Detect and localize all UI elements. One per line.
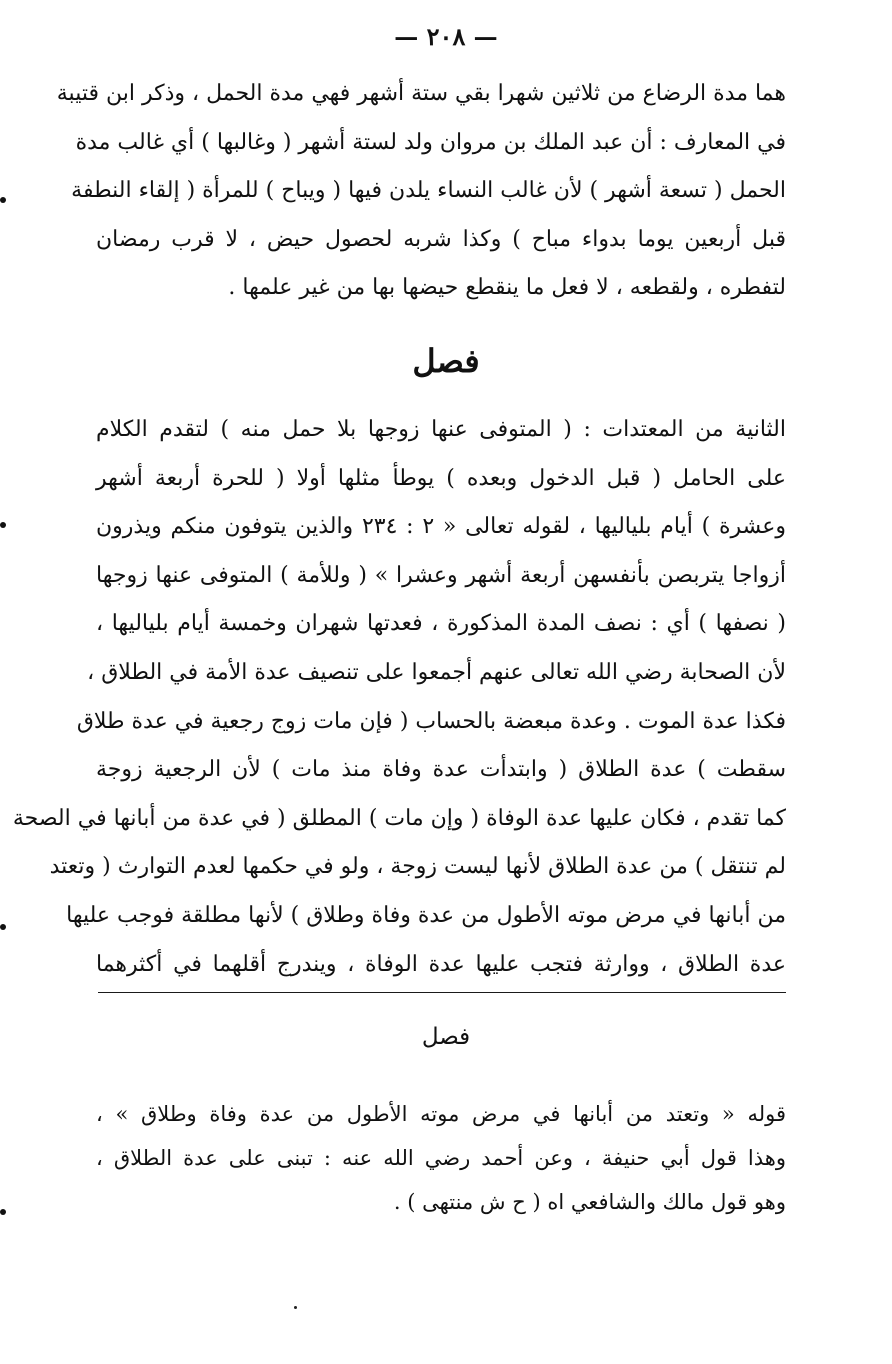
margin-mark	[0, 1209, 6, 1215]
text-line: لم تنتقل ) من عدة الطلاق لأنها ليست زوجة ، ولو في حكمها لعدم التوارث ( وتعتد	[49, 854, 786, 880]
text-line: كما تقدم ، فكان عليها عدة الوفاة ( وإن مات ) المطلق ( في عدة من أبانها في الصحة	[12, 805, 786, 831]
text-line: على الحامل ( قبل الدخول وبعده ) يوطأ مثلها أولا ( للحرة أربعة أشهر	[96, 465, 786, 491]
text-line: لأن الصحابة رضي الله تعالى عنهم أجمعوا على تنصيف عدة الأمة في الطلاق ،	[87, 659, 786, 685]
footnote-divider	[98, 992, 786, 993]
text-line: عدة الطلاق ، ووارثة فتجب عليها عدة الوفاة ، ويندرج أقلهما في أكثرهما	[96, 951, 786, 977]
footnote-heading: فصل	[421, 1024, 471, 1050]
page-number: — ٢٠٨ —	[394, 22, 498, 51]
text-line: الثانية من المعتدات : ( المتوفى عنها زوجها بلا حمل منه ) لتقدم الكلام	[96, 417, 786, 442]
section-heading: فصل	[412, 342, 480, 380]
text-line: من أبانها في مرض موته الأطول من عدة وفاة وطلاق ) لأنها مطلقة فوجب عليها	[66, 902, 786, 928]
top-paragraph	[56, 70, 786, 313]
text-line: وهو قول مالك والشافعي اه ( ح ش منتهى ) .	[393, 1190, 786, 1214]
ink-speck	[294, 1306, 297, 1309]
footnote-paragraph	[96, 1092, 786, 1224]
margin-mark	[0, 197, 6, 203]
text-line: أزواجا يتربصن بأنفسهن أربعة أشهر وعشرا » ( وللأمة ) المتوفى عنها زوجها	[96, 562, 786, 588]
text-line: قوله « وتعتد من أبانها في مرض موته الأطول من عدة وفاة وطلاق » ،	[96, 1102, 786, 1126]
margin-mark	[0, 522, 6, 528]
text-line: فكذا عدة الموت . وعدة مبعضة بالحساب ( فإن مات زوج رجعية في عدة طلاق	[76, 708, 786, 734]
text-line: الحمل ( تسعة أشهر ) لأن غالب النساء يلدن فيها ( ويباح ) للمرأة ( إلقاء النطفة	[71, 178, 786, 204]
text-line: وعشرة ) أيام بلياليها ، لقوله تعالى « ٢ : ٢٣٤ والذين يتوفون منكم ويذرون	[96, 514, 786, 540]
text-line: ( نصفها ) أي : نصف المدة المذكورة ، فعدتها شهران وخمسة أيام بلياليها ،	[96, 611, 786, 637]
text-line: قبل أربعين يوما بدواء مباح ) وكذا شربه لحصول حيض ، لا قرب رمضان	[96, 226, 786, 252]
main-paragraph	[12, 406, 786, 989]
text-line: وهذا قول أبي حنيفة ، وعن أحمد رضي الله عنه : تبنى على عدة الطلاق ،	[96, 1146, 786, 1170]
text-line: في المعارف : أن عبد الملك بن مروان ولد لستة أشهر ( وغالبها ) أي غالب مدة	[75, 129, 786, 155]
text-line: هما مدة الرضاع من ثلاثين شهرا بقي ستة أشهر فهي مدة الحمل ، وذكر ابن قتيبة	[56, 81, 786, 106]
text-line: لتفطره ، ولقطعه ، لا فعل ما ينقطع حيضها بها من غير علمها .	[228, 275, 786, 301]
text-line: سقطت ) عدة الطلاق ( وابتدأت عدة وفاة منذ مات ) لأن الرجعية زوجة	[96, 757, 786, 783]
margin-mark	[0, 924, 6, 930]
